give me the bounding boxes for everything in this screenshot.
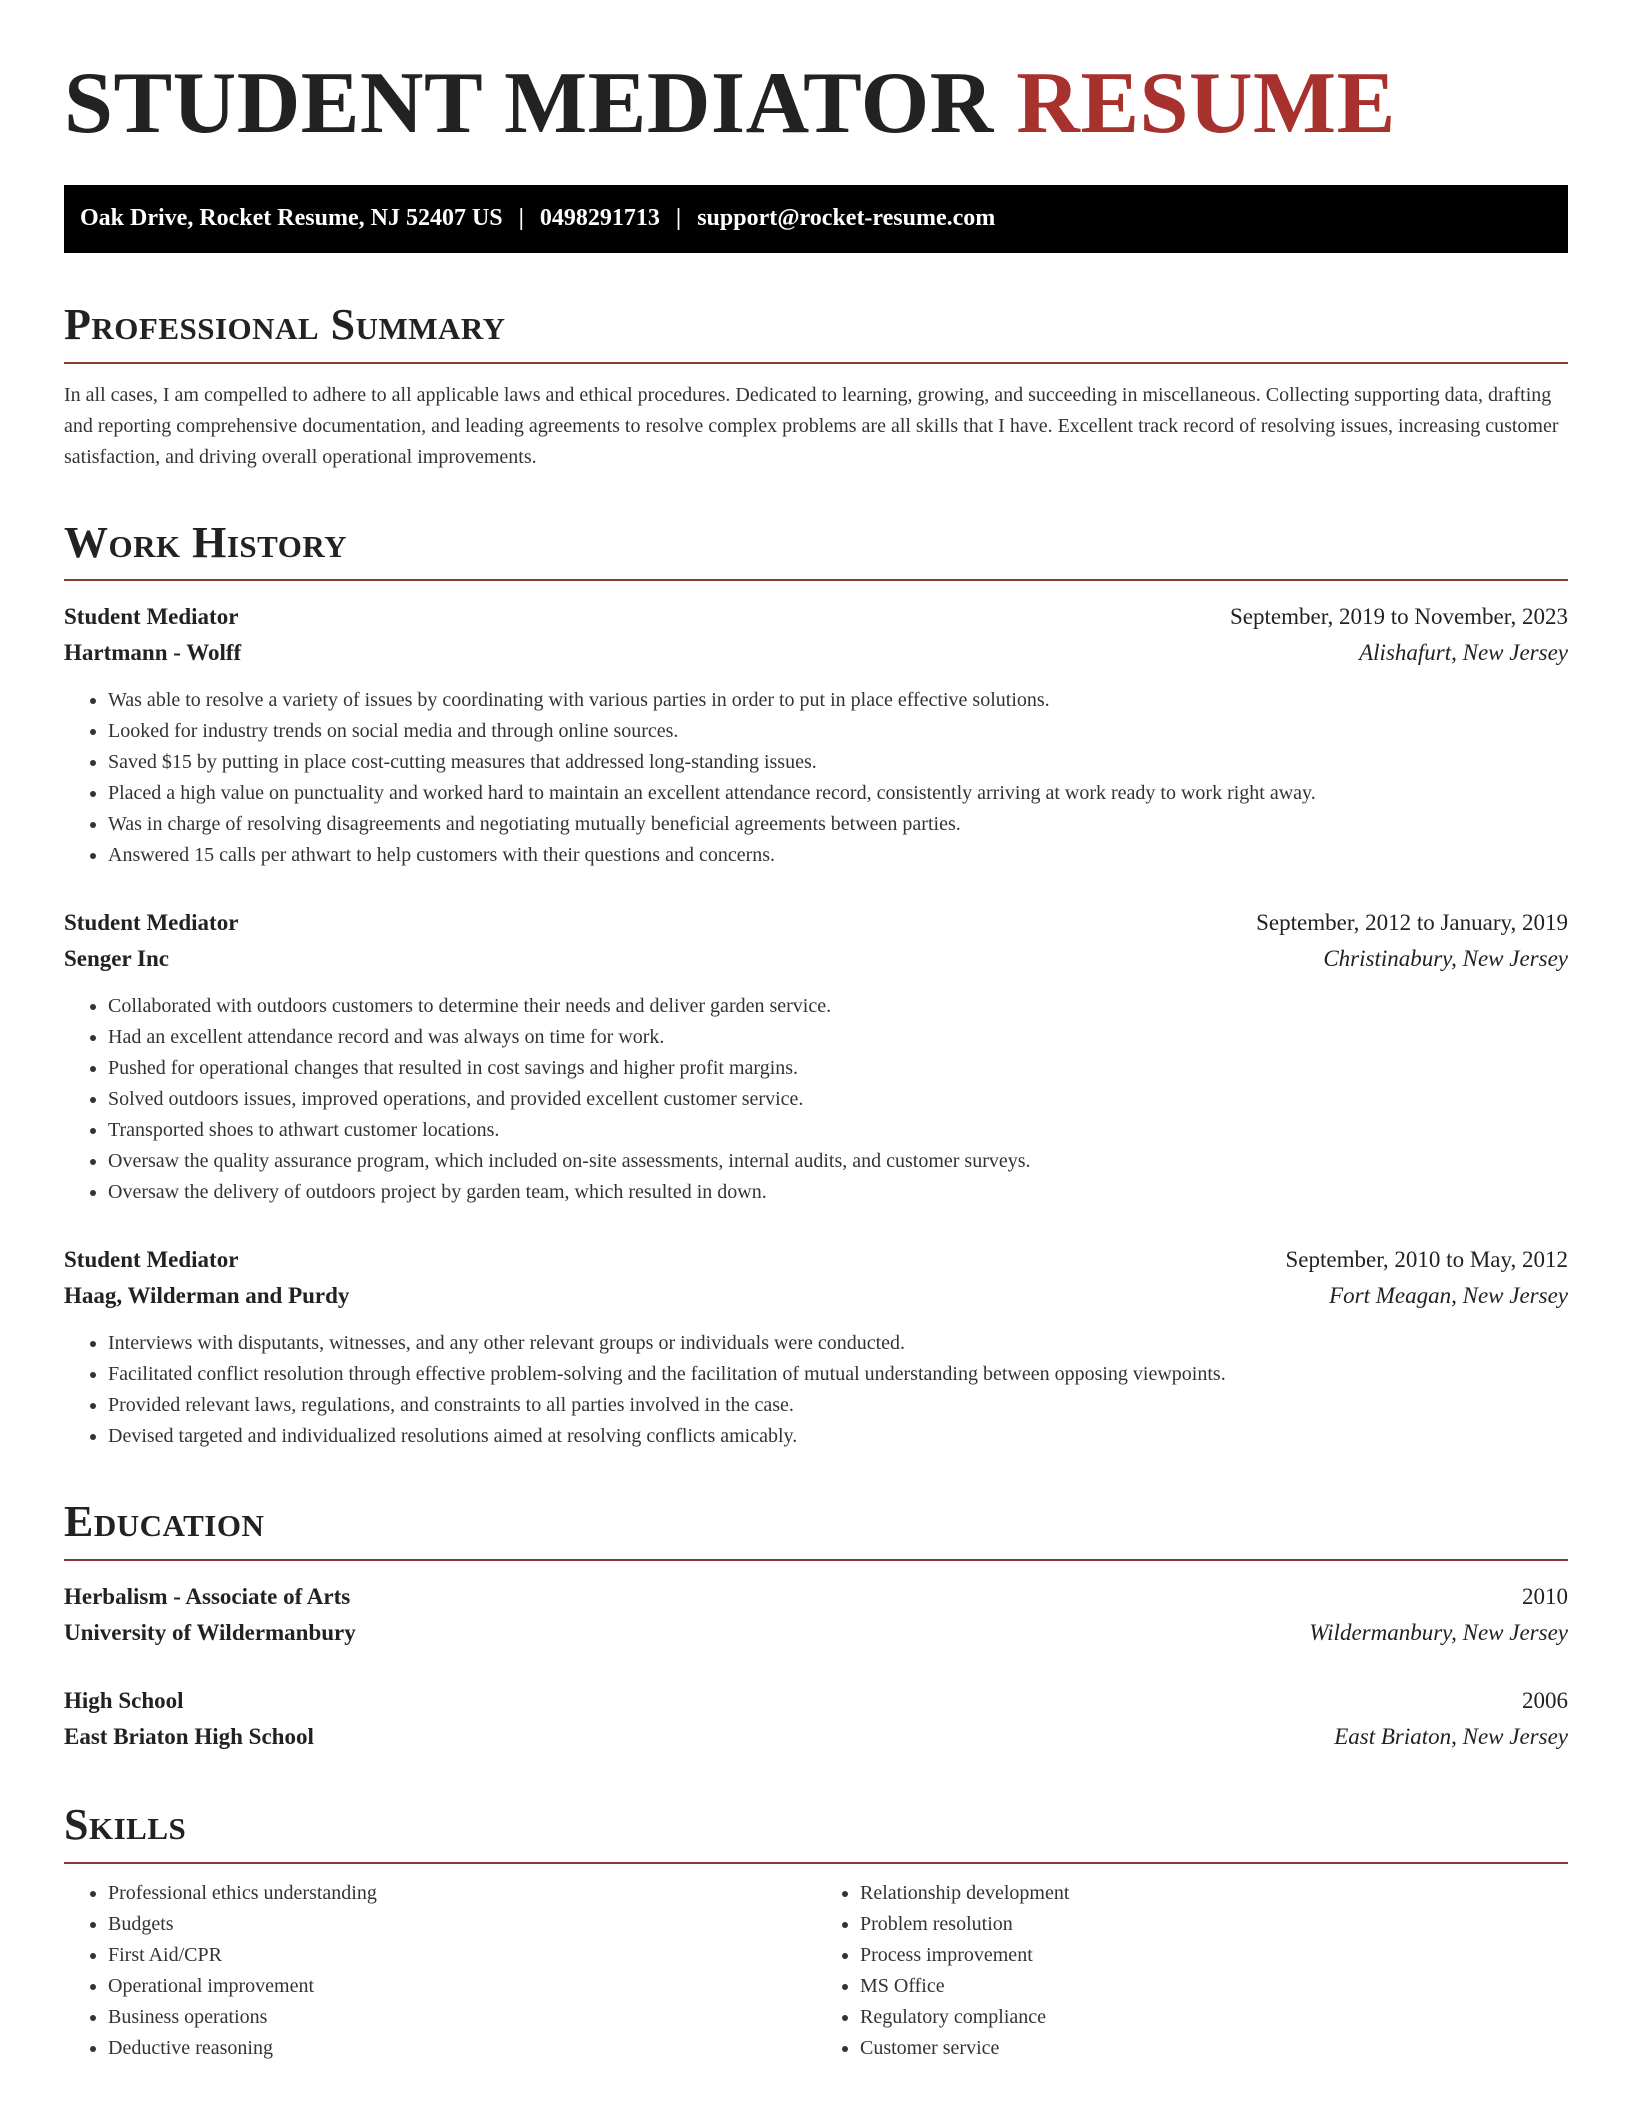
contact-phone: 0498291713 bbox=[539, 205, 660, 232]
job-header-row bbox=[64, 599, 1568, 635]
skill-item: • MS Office bbox=[860, 1971, 1568, 2002]
job-company: Haag, Wilderman and Purdy bbox=[64, 1283, 350, 1309]
job-bullet: • Pushed for operational changes that resulted in cost savings and higher profit margins. bbox=[108, 1053, 1568, 1084]
education-entry bbox=[64, 1579, 1568, 1651]
contact-address: Oak Drive, Rocket Resume, NJ 52407 US bbox=[80, 205, 503, 232]
job-bullet: • Looked for industry trends on social media and through online sources. bbox=[108, 716, 1568, 747]
job-bullet: • Collaborated with outdoors customers to determine their needs and deliver garden service. bbox=[108, 991, 1568, 1022]
job-title: Student Mediator bbox=[64, 604, 239, 630]
job-entry bbox=[64, 599, 1568, 871]
education-location: East Briaton, New Jersey bbox=[1334, 1724, 1568, 1750]
job-title: Student Mediator bbox=[64, 910, 239, 936]
education-degree: High School bbox=[64, 1688, 184, 1714]
skills-heading: Skills bbox=[64, 1799, 1568, 1864]
skill-item: • Problem resolution bbox=[860, 1909, 1568, 1940]
skill-item: • Customer service bbox=[860, 2033, 1568, 2064]
education-school: University of Wildermanbury bbox=[64, 1620, 356, 1646]
job-bullet: • Oversaw the quality assurance program, which included on-site assessments, internal audits, and customer surveys. bbox=[108, 1146, 1568, 1177]
skill-item: • Deductive reasoning bbox=[108, 2033, 816, 2064]
job-bullet: • Devised targeted and individualized resolutions aimed at resolving conflicts amicably. bbox=[108, 1421, 1568, 1452]
skill-item: • Operational improvement bbox=[108, 1971, 816, 2002]
skill-item: • Professional ethics understanding bbox=[108, 1878, 816, 1909]
education-heading: Education bbox=[64, 1496, 1568, 1561]
job-bullet: • Provided relevant laws, regulations, and constraints to all parties involved in the case. bbox=[108, 1390, 1568, 1421]
job-company-row bbox=[64, 1278, 1568, 1314]
skills-list bbox=[64, 1878, 1568, 2064]
job-company: Hartmann - Wolff bbox=[64, 640, 242, 666]
job-bullets bbox=[64, 991, 1568, 1208]
work-history-heading: Work History bbox=[64, 517, 1568, 582]
resume-title bbox=[64, 56, 1568, 153]
job-bullet: • Was able to resolve a variety of issues by coordinating with various parties in order to put in place effective solutions. bbox=[108, 685, 1568, 716]
contact-separator: | bbox=[675, 205, 682, 232]
job-bullet: • Transported shoes to athwart customer locations. bbox=[108, 1115, 1568, 1146]
job-bullet: • Facilitated conflict resolution through effective problem-solving and the facilitation of mutual understanding between opposing viewpoints. bbox=[108, 1359, 1568, 1390]
job-company-row bbox=[64, 941, 1568, 977]
skills-column-left bbox=[64, 1878, 816, 2064]
education-year: 2010 bbox=[1522, 1584, 1568, 1610]
job-header-row bbox=[64, 1242, 1568, 1278]
skill-item: • Regulatory compliance bbox=[860, 2002, 1568, 2033]
job-location: Alishafurt, New Jersey bbox=[1359, 640, 1568, 666]
job-dates: September, 2019 to November, 2023 bbox=[1230, 604, 1568, 630]
job-location: Christinabury, New Jersey bbox=[1323, 946, 1568, 972]
education-degree-row bbox=[64, 1579, 1568, 1615]
job-bullet: • Placed a high value on punctuality and worked hard to maintain an excellent attendance record, consistently arriving at work ready to work right away. bbox=[108, 778, 1568, 809]
summary-text: In all cases, I am compelled to adhere to all applicable laws and ethical procedures. Dedicated to learning, growing, and succeeding in miscellaneous. Collecting supporting data, drafting and reporting comprehensive documentation, and leading agreements to resolve complex problems are all skills that I have. Excellent track record of resolving issues, increasing customer satisfaction, and driving overall operational improvements. bbox=[64, 383, 1559, 468]
education-location: Wildermanbury, New Jersey bbox=[1309, 1620, 1568, 1646]
job-entry bbox=[64, 905, 1568, 1208]
job-title: Student Mediator bbox=[64, 1247, 239, 1273]
education-year: 2006 bbox=[1522, 1688, 1568, 1714]
skill-item: • Business operations bbox=[108, 2002, 816, 2033]
education-entry bbox=[64, 1683, 1568, 1755]
job-dates: September, 2010 to May, 2012 bbox=[1285, 1247, 1568, 1273]
education-degree-row bbox=[64, 1683, 1568, 1719]
job-header-row bbox=[64, 905, 1568, 941]
contact-bar bbox=[64, 185, 1568, 253]
job-bullets bbox=[64, 1328, 1568, 1452]
job-company: Senger Inc bbox=[64, 946, 169, 972]
job-bullet: • Was in charge of resolving disagreements and negotiating mutually beneficial agreements between parties. bbox=[108, 809, 1568, 840]
job-bullet: • Answered 15 calls per athwart to help customers with their questions and concerns. bbox=[108, 840, 1568, 871]
job-bullet: • Oversaw the delivery of outdoors project by garden team, which resulted in down. bbox=[108, 1177, 1568, 1208]
job-company-row bbox=[64, 635, 1568, 671]
job-bullet: • Had an excellent attendance record and was always on time for work. bbox=[108, 1022, 1568, 1053]
job-entry bbox=[64, 1242, 1568, 1452]
title-main: STUDENT MEDIATOR bbox=[64, 55, 994, 152]
education-school: East Briaton High School bbox=[64, 1724, 314, 1750]
job-dates: September, 2012 to January, 2019 bbox=[1256, 910, 1568, 936]
job-bullet: • Solved outdoors issues, improved operations, and provided excellent customer service. bbox=[108, 1084, 1568, 1115]
title-accent: RESUME bbox=[1016, 55, 1396, 152]
skill-item: • Relationship development bbox=[860, 1878, 1568, 1909]
summary-heading: Professional Summary bbox=[64, 299, 1568, 364]
job-location: Fort Meagan, New Jersey bbox=[1329, 1283, 1568, 1309]
skill-item: • First Aid/CPR bbox=[108, 1940, 816, 1971]
education-school-row bbox=[64, 1719, 1568, 1755]
education-degree: Herbalism - Associate of Arts bbox=[64, 1584, 351, 1610]
job-bullet: • Saved $15 by putting in place cost-cutting measures that addressed long-standing issues. bbox=[108, 747, 1568, 778]
skills-column-right bbox=[816, 1878, 1568, 2064]
contact-separator: | bbox=[518, 205, 524, 232]
skill-item: • Process improvement bbox=[860, 1940, 1568, 1971]
job-bullet: • Interviews with disputants, witnesses, and any other relevant groups or individuals were conducted. bbox=[108, 1328, 1568, 1359]
education-school-row bbox=[64, 1615, 1568, 1651]
job-bullets bbox=[64, 685, 1568, 871]
contact-email: support@rocket-resume.com bbox=[697, 205, 996, 232]
skill-item: • Budgets bbox=[108, 1909, 816, 1940]
